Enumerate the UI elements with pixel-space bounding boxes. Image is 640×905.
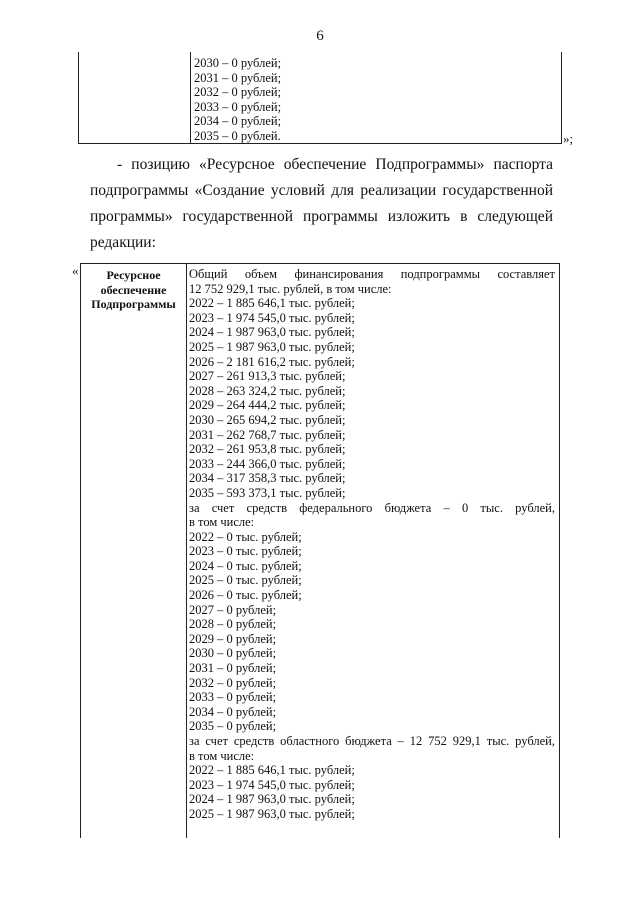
federal-years-list	[189, 530, 559, 734]
regional-years-list	[189, 763, 559, 821]
year-line: 2024 – 1 987 963,0 тыс. рублей;	[189, 792, 355, 807]
column-divider	[190, 52, 191, 143]
top-table-line: 2032 – 0 рублей;	[194, 85, 282, 100]
top-table-line: 2034 – 0 рублей;	[194, 114, 282, 129]
year-line: 2031 – 0 рублей;	[189, 661, 277, 676]
year-line: 2026 – 0 тыс. рублей;	[189, 588, 302, 603]
row-header-line: обеспечение	[100, 282, 167, 297]
top-table-lines	[194, 56, 281, 144]
regional-intro: за счет средств областного бюджета – 12 752 929,1 тыс. рублей,	[189, 734, 555, 748]
total-years-list	[189, 296, 559, 500]
column-divider	[186, 264, 187, 838]
top-table-line: 2033 – 0 рублей;	[194, 99, 282, 114]
year-line: 2028 – 263 324,2 тыс. рублей;	[189, 383, 346, 398]
federal-intro: в том числе:	[189, 515, 255, 530]
instruction-line: - позицию «Ресурсное обеспечение Подпрограммы» паспорта	[117, 156, 553, 173]
row-header-line: Ресурсное	[106, 268, 161, 282]
instruction-line: подпрограммы «Создание условий для реализации государственной	[90, 182, 553, 199]
closing-quote: »;	[563, 131, 574, 146]
year-line: 2032 – 0 рублей;	[189, 675, 277, 690]
year-line: 2025 – 1 987 963,0 тыс. рублей;	[189, 806, 355, 821]
year-line: 2022 – 1 885 646,1 тыс. рублей;	[189, 763, 355, 778]
year-line: 2022 – 0 тыс. рублей;	[189, 529, 302, 544]
year-line: 2033 – 0 рублей;	[189, 690, 277, 705]
top-table-line: 2031 – 0 рублей;	[194, 70, 282, 85]
year-line: 2027 – 0 рублей;	[189, 602, 277, 617]
year-line: 2031 – 262 768,7 тыс. рублей;	[189, 427, 346, 442]
year-line: 2030 – 265 694,2 тыс. рублей;	[189, 412, 346, 427]
year-line: 2029 – 0 рублей;	[189, 631, 277, 646]
year-line: 2023 – 1 974 545,0 тыс. рублей;	[189, 777, 355, 792]
year-line: 2032 – 261 953,8 тыс. рублей;	[189, 442, 346, 457]
year-line: 2024 – 0 тыс. рублей;	[189, 558, 302, 573]
year-line: 2035 – 593 373,1 тыс. рублей;	[189, 485, 346, 500]
row-header	[81, 268, 186, 312]
year-line: 2033 – 244 366,0 тыс. рублей;	[189, 456, 346, 471]
instruction-paragraph	[90, 152, 553, 256]
top-table-line: 2030 – 0 рублей;	[194, 56, 282, 70]
row-header-line: Подпрограммы	[91, 297, 176, 311]
year-line: 2022 – 1 885 646,1 тыс. рублей;	[189, 296, 355, 311]
year-line: 2030 – 0 рублей;	[189, 646, 277, 661]
instruction-line: редакции:	[90, 234, 156, 251]
federal-intro: за счет средств федерального бюджета – 0 тыс. рублей,	[189, 500, 555, 515]
year-line: 2023 – 1 974 545,0 тыс. рублей;	[189, 310, 355, 325]
year-line: 2024 – 1 987 963,0 тыс. рублей;	[189, 325, 355, 340]
year-line: 2034 – 317 358,3 тыс. рублей;	[189, 471, 346, 486]
instruction-line: программы» государственной программы изложить в следующей	[90, 208, 553, 225]
resource-table	[80, 263, 560, 838]
year-line: 2025 – 0 тыс. рублей;	[189, 573, 302, 588]
year-line: 2027 – 261 913,3 тыс. рублей;	[189, 369, 346, 384]
total-intro: 12 752 929,1 тыс. рублей, в том числе:	[189, 281, 392, 296]
financing-content	[189, 267, 559, 822]
top-table-fragment	[78, 52, 562, 144]
year-line: 2029 – 264 444,2 тыс. рублей;	[189, 398, 346, 413]
total-intro: Общий объем финансирования подпрограммы составляет	[189, 267, 555, 281]
year-line: 2023 – 0 тыс. рублей;	[189, 544, 302, 559]
year-line: 2026 – 2 181 616,2 тыс. рублей;	[189, 354, 355, 369]
year-line: 2025 – 1 987 963,0 тыс. рублей;	[189, 339, 355, 354]
year-line: 2034 – 0 рублей;	[189, 704, 277, 719]
opening-quote: «	[72, 263, 79, 278]
page-number: 6	[316, 28, 324, 44]
year-line: 2035 – 0 рублей;	[189, 719, 277, 734]
top-table-line: 2035 – 0 рублей.	[194, 128, 281, 143]
year-line: 2028 – 0 рублей;	[189, 617, 277, 632]
regional-intro: в том числе:	[189, 748, 255, 763]
